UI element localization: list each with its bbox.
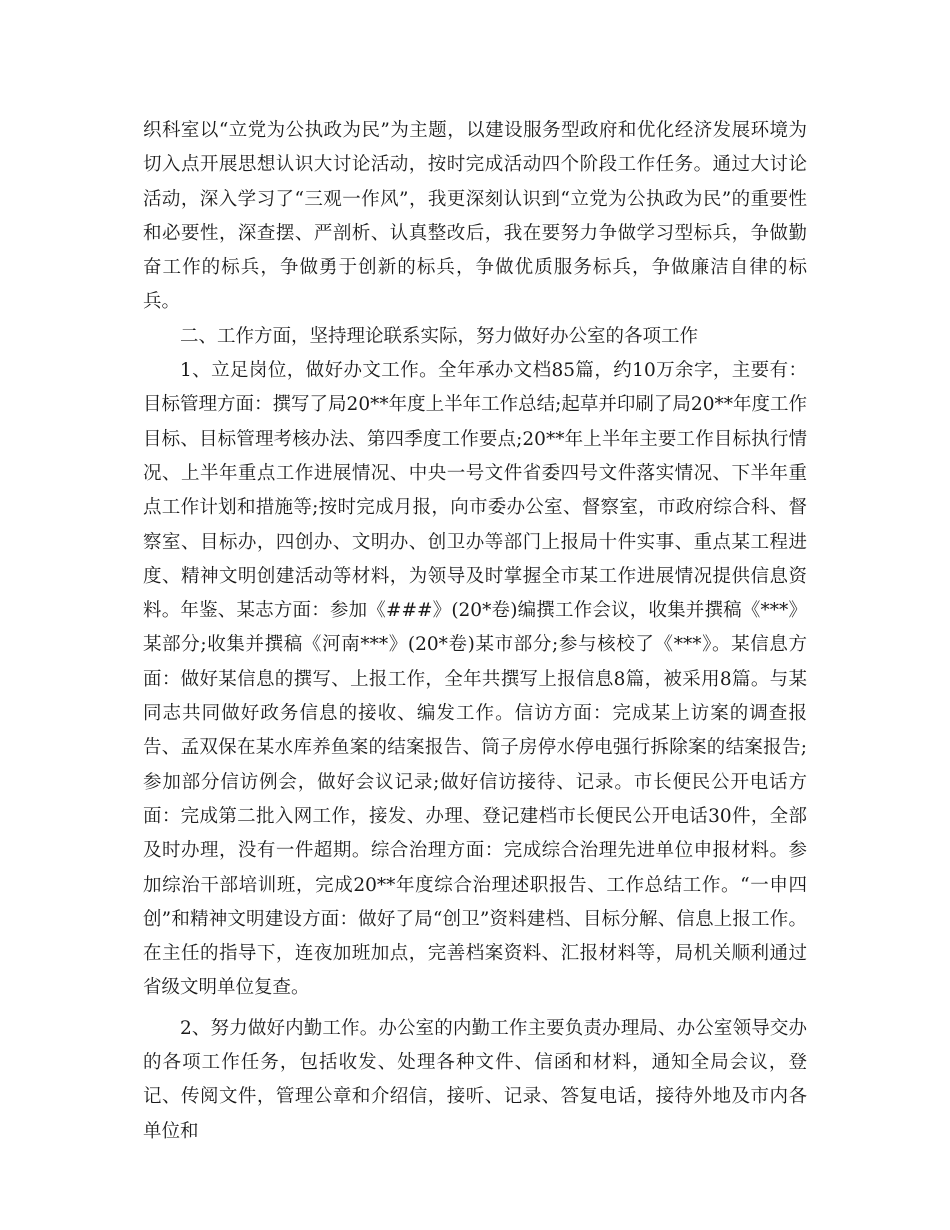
paragraph-continuation: 织科室以“立党为公执政为民”为主题，以建设服务型政府和优化经济发展环境为切入点开展思想认识大讨论活动，按时完成活动四个阶段工作任务。通过大讨论活动，深入学习了“三观一作风”，我更深刻认识到“立党为公执政为民”的重要性和必要性，深查摆、严剖析、认真整改后，我在要努力争做学习型标兵，争做勤奋工作的标兵，争做勇于创新的标兵，争做优质服务标兵，争做廉洁自律的标兵。 [143,120,807,313]
paragraph-document-work: 1、立足岗位，做好办文工作。全年承办文档85篇，约10万余字，主要有：目标管理方面：撰写了局20**年度上半年工作总结;起草并印刷了局20**年度工作目标、目标管理考核办法、第四季度工作要点;20**年上半年主要工作目标执行情况、上半年重点工作进展情况、中央一号文件省委四号文件落实情况、下半年重点工作计划和措施等;按时完成月报，向市委办公室、督察室，市政府综合科、督察室、目标办，四创办、文明办、创卫办等部门上报局十件实事、重点某工程进度、精神文明创建活动等材料，为领导及时掌握全市某工作进展情况提供信息资料。年鉴、某志方面：参加《###》(20*卷)编撰工作会议，收集并撰稿《***》某部分;收集并撰稿《河南***》(20*卷)某市部分;参与核校了《***》。某信息方面：做好某信息的撰写、上报工作，全年共撰写上报信息8篇，被采用8篇。与某同志共同做好政务信息的接收、编发工作。信访方面：完成某上访案的调查报告、孟双保在某水库养鱼案的结案报告、筒子房停水停电强行拆除案的结案报告;参加部分信访例会，做好会议记录;做好信访接待、记录。市长便民公开电话方面：完成第二批入网工作，接发、办理、登记建档市长便民公开电话30件，全部及时办理，没有一件超期。综合治理方面：完成综合治理先进单位申报材料。参加综治干部培训班，完成20**年度综合治理述职报告、工作总结工作。“一申四创”和精神文明建设方面：做好了局“创卫”资料建档、目标分解、信息上报工作。在主任的指导下，连夜加班加点，完善档案资料、汇报材料等，局机关顺利通过省级文明单位复查。 [143,360,807,999]
section-heading-work: 二、工作方面，坚持理论联系实际，努力做好办公室的各项工作 [180,325,699,347]
document-body [143,114,807,1149]
paragraph-internal-work: 2、努力做好内勤工作。办公室的内勤工作主要负责办理局、办公室领导交办的各项工作任务，包括收发、处理各种文件、信函和材料，通知全局会议，登记、传阅文件，管理公章和介绍信，接听、记录、答复电话，接待外地及市内各单位和 [143,1017,807,1142]
